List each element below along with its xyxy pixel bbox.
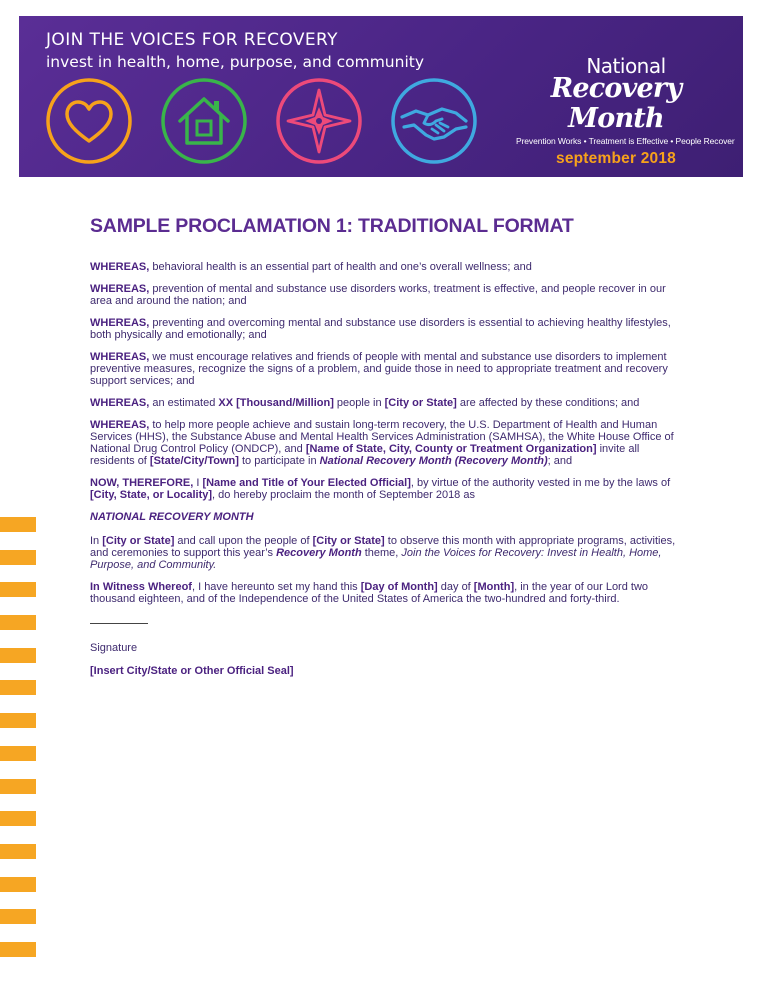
paragraph-text: ; and <box>547 455 573 467</box>
whereas-paragraph-5 <box>90 397 680 409</box>
paragraph-text: I <box>193 477 203 489</box>
placeholder-day: [Day of Month] <box>360 581 438 593</box>
section-heading: NATIONAL RECOVERY MONTH <box>90 511 254 523</box>
lead-word: WHEREAS, <box>90 419 150 431</box>
header-banner <box>19 16 743 177</box>
brand-date: september 2018 <box>556 150 676 167</box>
placeholder-locality: [City, State, or Locality] <box>90 489 213 501</box>
whereas-paragraph-4 <box>90 351 680 387</box>
paragraph-text: In <box>90 535 103 547</box>
paragraph-text: to participate in <box>238 455 320 467</box>
lead-word: NOW, THEREFORE, <box>90 477 194 489</box>
placeholder-count: XX [Thousand/Million] <box>218 397 334 409</box>
dash-mark <box>0 844 36 859</box>
paragraph-text: we must encourage relatives and friends of people with mental and substance use disorders to implement preventive measures, recognize the signs of a problem, and guide those in need to appropriate treatment and recovery support services; and <box>90 351 668 387</box>
paragraph-text: prevention of mental and substance use disorders works, treatment is effective, and people recover in our area and around the nation; and <box>90 283 666 307</box>
dash-mark <box>0 550 36 565</box>
recovery-month-name: National Recovery Month (Recovery Month) <box>319 455 548 467</box>
brand-tagline: Prevention Works • Treatment is Effective • People Recover <box>516 136 735 146</box>
witness-paragraph <box>90 581 680 605</box>
paragraph-text: behavioral health is an essential part of health and one’s overall wellness; and <box>149 261 532 273</box>
paragraph-text: are affected by these conditions; and <box>456 397 640 409</box>
proclamation-document <box>90 214 680 677</box>
lead-word: WHEREAS, <box>90 317 150 329</box>
dash-mark <box>0 779 36 794</box>
placeholder-state-city-town: [State/City/Town] <box>149 455 239 467</box>
signature-label: Signature <box>90 642 138 654</box>
page-title: SAMPLE PROCLAMATION 1: TRADITIONAL FORMAT <box>90 215 574 237</box>
placeholder-official: [Name and Title of Your Elected Official] <box>202 477 411 489</box>
whereas-paragraph-1 <box>90 261 680 273</box>
lead-word: WHEREAS, <box>90 261 150 273</box>
whereas-paragraph-2 <box>90 283 680 307</box>
paragraph-text: , I have hereunto set my hand this <box>191 581 361 593</box>
paragraph-text: to help more people achieve and sustain long-term recovery, the U.S. Department of Health and Human Services (HHS), the Substance Abuse and Mental Health Services Administration (SAMHSA), the White House Office of National Drug Control Policy (ONDCP), and <box>90 419 674 455</box>
paragraph-text: an estimated <box>149 397 219 409</box>
theme-text: Join the Voices for Recovery: Invest in Health, Home, Purpose, and Community. <box>90 547 662 571</box>
compass-star-icon <box>275 77 363 165</box>
placeholder-month: [Month] <box>473 581 515 593</box>
placeholder-city-state: [City or State] <box>102 535 175 547</box>
seal-placeholder: [Insert City/State or Other Official Seal] <box>90 665 294 677</box>
signature-line <box>90 615 148 624</box>
handshake-icon <box>390 77 478 165</box>
dash-mark <box>0 615 36 630</box>
whereas-paragraph-3 <box>90 317 680 341</box>
banner-subtitle: invest in health, home, purpose, and community <box>46 53 425 71</box>
paragraph-text: to observe this month with appropriate programs, activities, and ceremonies to support this year’s <box>90 535 676 559</box>
heart-icon <box>45 77 133 165</box>
decorative-dashes <box>0 517 36 975</box>
recovery-month-logo <box>516 54 735 168</box>
paragraph-text: and call upon the people of <box>174 535 313 547</box>
lead-word: WHEREAS, <box>90 397 150 409</box>
paragraph-text: people in <box>333 397 385 409</box>
dash-mark <box>0 942 36 957</box>
placeholder-city-state: [City or State] <box>384 397 457 409</box>
whereas-paragraph-6 <box>90 419 680 467</box>
dash-mark <box>0 746 36 761</box>
dash-mark <box>0 680 36 695</box>
paragraph-text: day of <box>437 581 474 593</box>
paragraph-text: preventing and overcoming mental and substance use disorders is essential to achieving healthy lifestyles, both physically and emotionally; and <box>90 317 671 341</box>
therefore-paragraph <box>90 477 680 501</box>
paragraph-text: theme, <box>361 547 402 559</box>
dash-mark <box>0 713 36 728</box>
recovery-month-name: Recovery Month <box>276 547 362 559</box>
brand-recovery-month: Recovery Month <box>550 73 682 134</box>
dash-mark <box>0 877 36 892</box>
dash-mark <box>0 582 36 597</box>
paragraph-text: , do hereby proclaim the month of September 2018 as <box>212 489 475 501</box>
paragraph-text: invite all residents of <box>90 443 640 467</box>
paragraph-text: , in the year of our Lord two thousand eighteen, and of the Independence of the United States of America the two-hundred and forty-third. <box>90 581 649 605</box>
dash-mark <box>0 648 36 663</box>
lead-word: WHEREAS, <box>90 283 150 295</box>
call-paragraph <box>90 535 680 571</box>
dash-mark <box>0 909 36 924</box>
dash-mark <box>0 811 36 826</box>
placeholder-city-state: [City or State] <box>312 535 385 547</box>
dash-mark <box>0 517 36 532</box>
lead-word: WHEREAS, <box>90 351 150 363</box>
banner-title: JOIN THE VOICES FOR RECOVERY <box>46 30 338 50</box>
lead-word: In Witness Whereof <box>90 581 192 593</box>
house-icon <box>160 77 248 165</box>
paragraph-text: , by virtue of the authority vested in me by the laws of <box>410 477 671 489</box>
brand-national: National <box>586 54 666 78</box>
placeholder-organization: [Name of State, City, County or Treatment Organization] <box>305 443 597 455</box>
